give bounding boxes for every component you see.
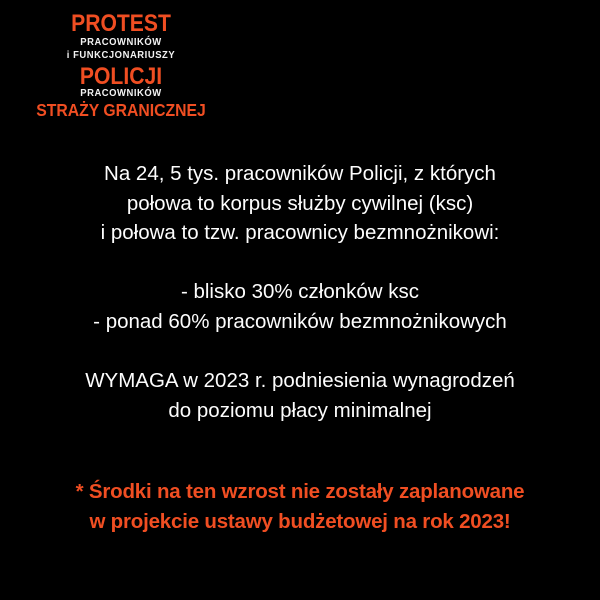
logo-title-police: POLICJI	[79, 63, 163, 90]
demand-line-2: do poziomu płacy minimalnej	[168, 398, 432, 422]
intro-line-2: połowa to korpus służby cywilnej (ksc)	[126, 191, 474, 215]
demand-line-1: WYMAGA w 2023 r. podniesienia wynagrodzeń	[85, 369, 515, 392]
intro-line-1: Na 24, 5 tys. pracowników Policji, z których	[104, 162, 496, 185]
demand-statement	[0, 366, 600, 425]
logo-title-border-guard: STRAŻY GRANICZNEJ	[36, 100, 206, 120]
bullet-line-2: - ponad 60% pracowników bezmnożnikowych	[93, 309, 507, 333]
footnote-line-1: * Środki na ten wzrost nie zostały zaplanowane	[75, 480, 525, 503]
intro-line-3: i połowa to tzw. pracownicy bezmnożnikowi:	[100, 221, 500, 244]
logo-subtitle-workers-2: PRACOWNIKÓW	[80, 87, 162, 99]
intro-paragraph	[0, 159, 600, 248]
protest-logo	[0, 10, 242, 120]
footnote-line-2: w projekcie ustawy budżetowej na rok 2023!	[89, 509, 511, 533]
logo-subtitle-workers-1: PRACOWNIKÓW	[80, 36, 162, 48]
budget-footnote	[0, 477, 600, 536]
bullet-statistics	[0, 277, 600, 336]
logo-subtitle-officers: i FUNKCJONARIUSZY	[66, 49, 176, 61]
logo-title-protest: PROTEST	[71, 10, 171, 37]
bullet-line-1: - blisko 30% członków ksc	[180, 280, 420, 303]
